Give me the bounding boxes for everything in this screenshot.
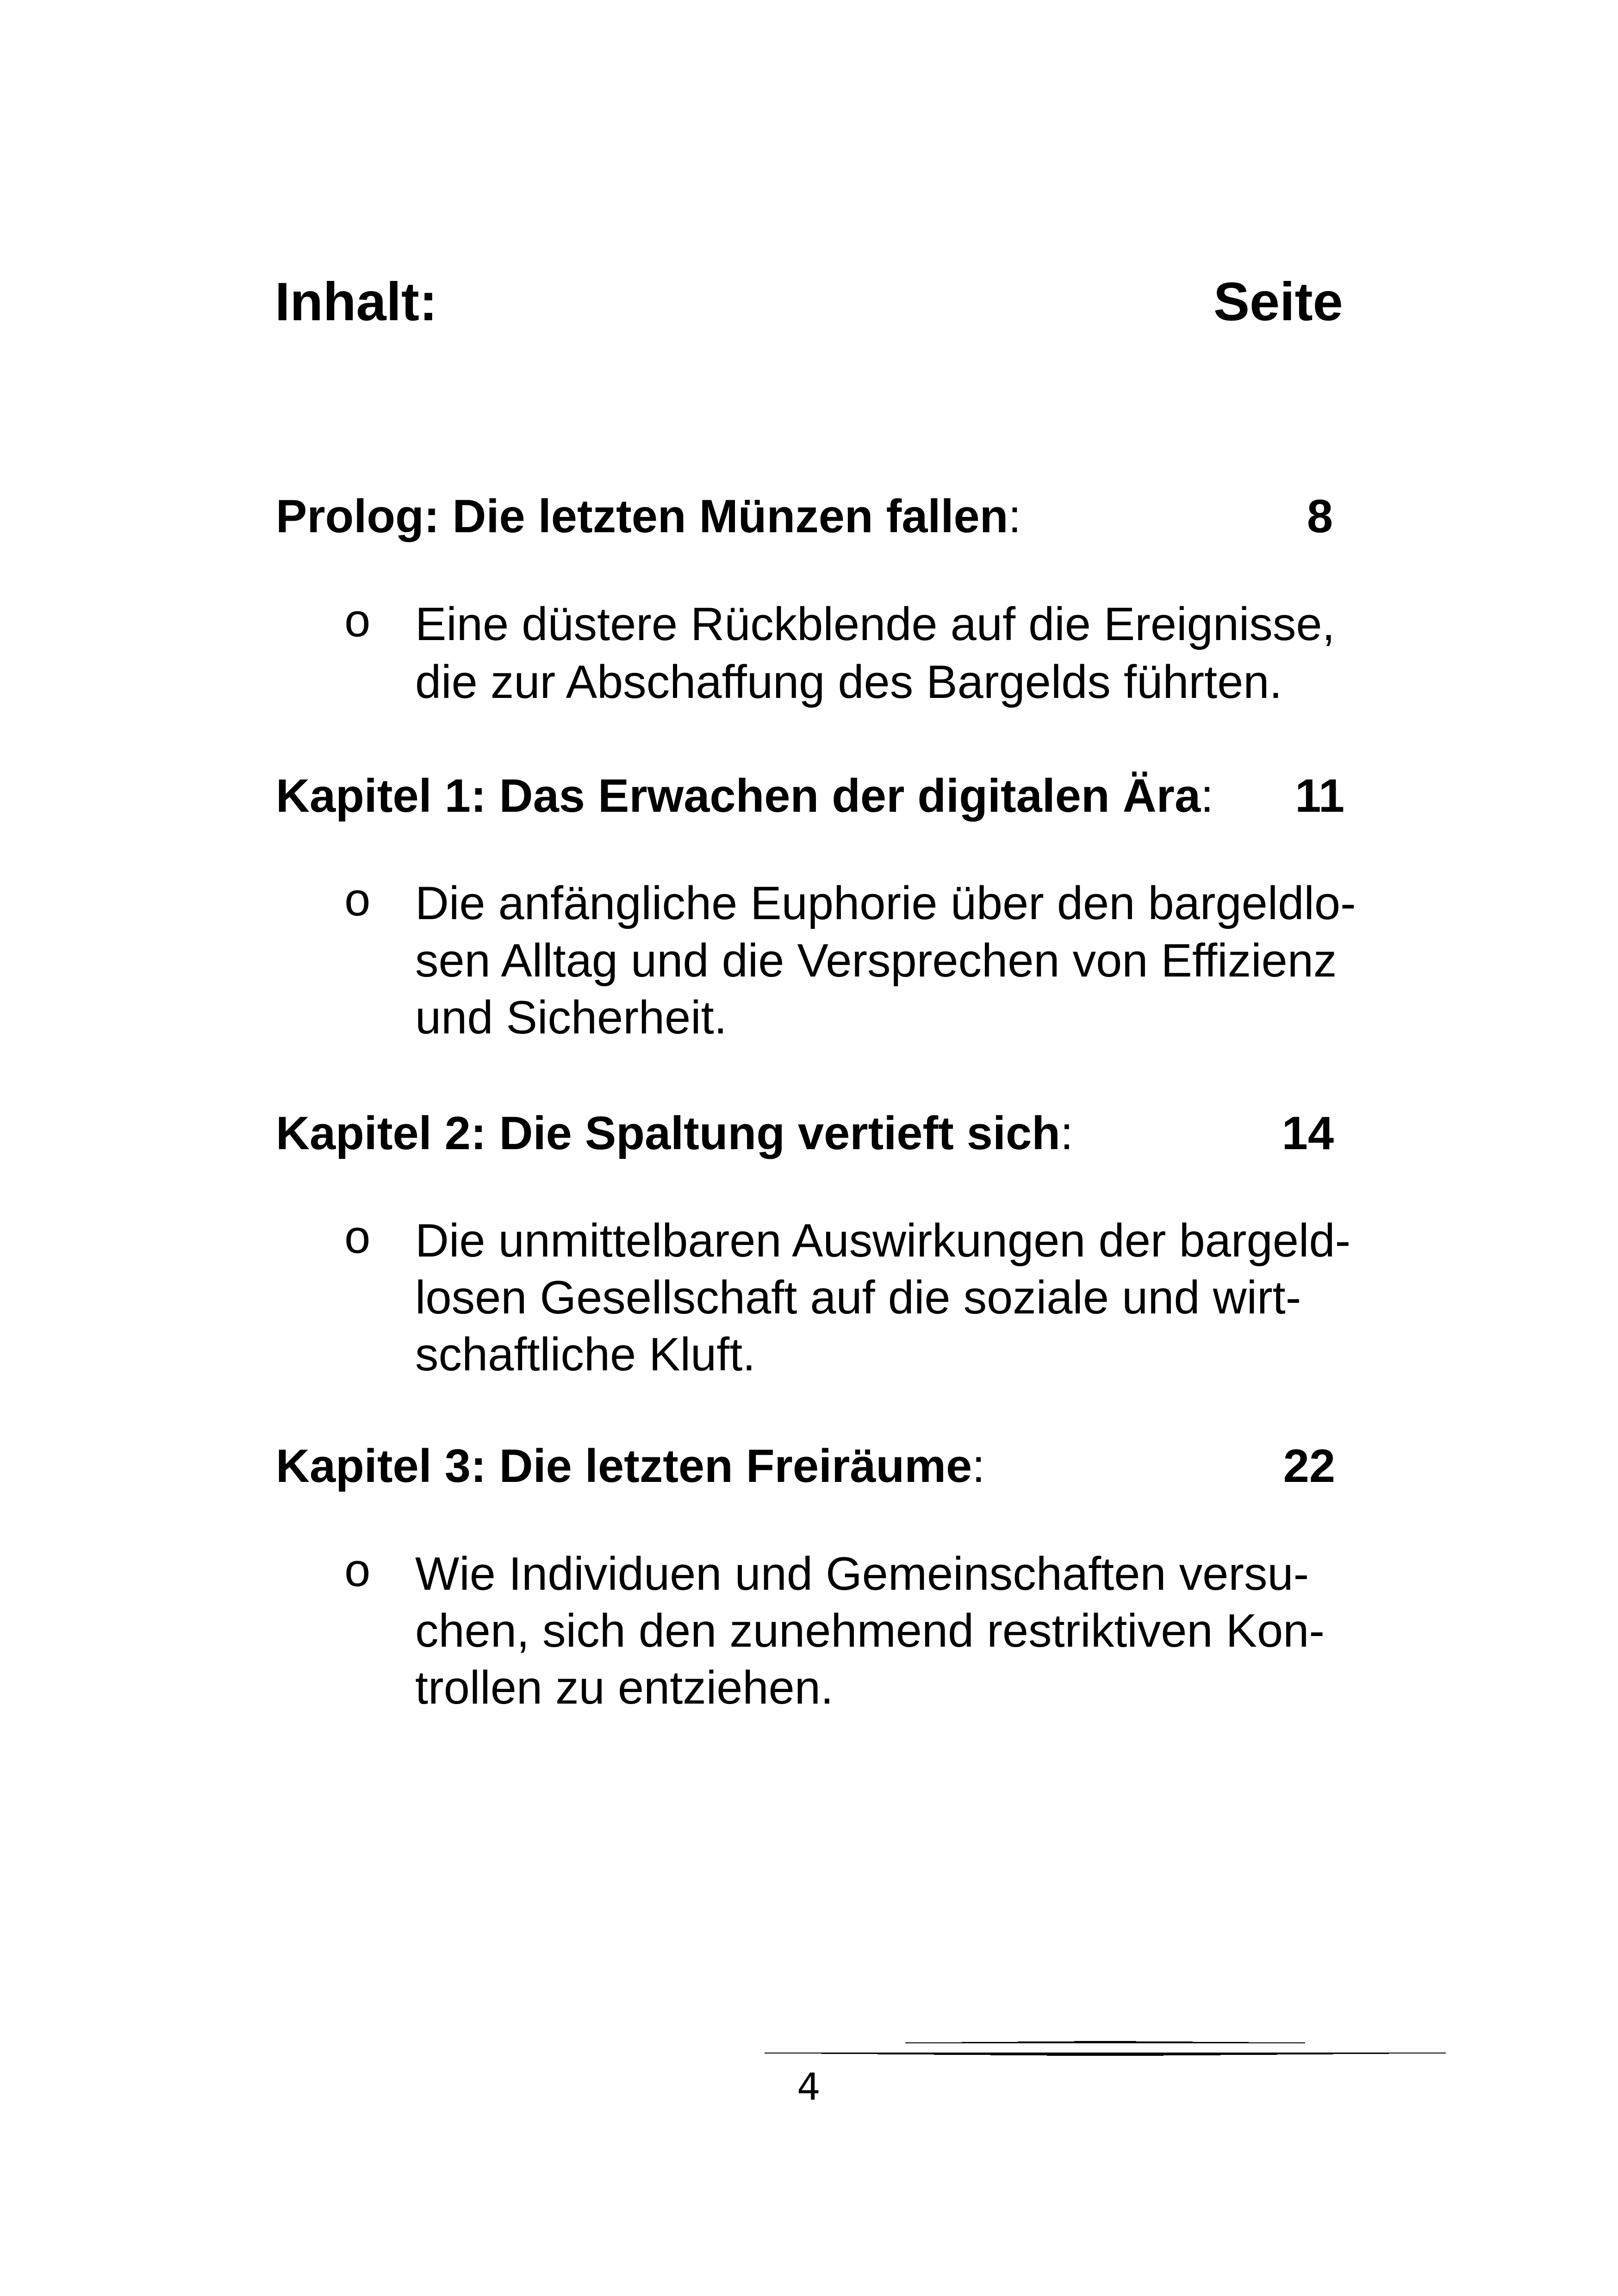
entry-description-line: Wie Individuen und Gemeinschaften versu- xyxy=(415,1548,1309,1600)
entry-description-line: sen Alltag und die Versprechen von Effizienz xyxy=(415,935,1337,987)
entry-description-line: Eine düstere Rückblende auf die Ereignisse, xyxy=(415,598,1335,650)
entry-page-number: 14 xyxy=(1282,1108,1334,1159)
entry-title: Kapitel 1: Das Erwachen der digitalen Ära xyxy=(276,770,1201,822)
toc-entry-prolog[interactable] xyxy=(276,493,1021,540)
entry-colon: : xyxy=(1008,491,1021,542)
page-column-heading: Seite xyxy=(1214,271,1343,332)
bullet-circle-icon: o xyxy=(343,877,372,930)
entry-page-number: 22 xyxy=(1283,1440,1335,1492)
page-number: 4 xyxy=(797,2066,821,2109)
entry-description-line: chen, sich den zunehmend restriktiven Kon- xyxy=(415,1605,1325,1657)
entry-page-number: 11 xyxy=(1295,770,1344,822)
entry-page-number: 8 xyxy=(1307,491,1333,542)
toc-heading: Inhalt: xyxy=(275,271,437,332)
entry-colon: : xyxy=(1060,1108,1073,1159)
entry-colon: : xyxy=(972,1440,985,1492)
toc-entry-kapitel-1[interactable] xyxy=(276,770,1214,822)
toc-entry-kapitel-3[interactable] xyxy=(276,1440,985,1492)
bullet-circle-icon: o xyxy=(343,1214,372,1267)
bullet-circle-icon: o xyxy=(343,598,372,651)
entry-description-line: Die anfängliche Euphorie über den bargeldlo- xyxy=(415,877,1356,929)
entry-description-line: Die unmittelbaren Auswirkungen der bargeld- xyxy=(415,1215,1351,1267)
entry-description-line: die zur Abschaffung des Bargelds führten. xyxy=(415,656,1282,708)
entry-title: Kapitel 3: Die letzten Freiräume xyxy=(276,1440,972,1492)
entry-description-line: losen Gesellschaft auf die soziale und wirt- xyxy=(415,1272,1301,1324)
entry-colon: : xyxy=(1201,770,1214,822)
entry-description-line: schaftliche Kluft. xyxy=(415,1329,756,1381)
footer-rule-upper xyxy=(1074,2041,1136,2042)
entry-description-line: und Sicherheit. xyxy=(415,992,727,1044)
footer-rule-lower xyxy=(1047,2055,1164,2056)
entry-description-line: trollen zu entziehen. xyxy=(415,1662,834,1714)
bullet-circle-icon: o xyxy=(343,1548,372,1600)
entry-title: Kapitel 2: Die Spaltung vertieft sich xyxy=(276,1108,1060,1159)
entry-title: Prolog: Die letzten Münzen fallen xyxy=(276,491,1008,542)
toc-entry-kapitel-2[interactable] xyxy=(276,1110,1073,1157)
